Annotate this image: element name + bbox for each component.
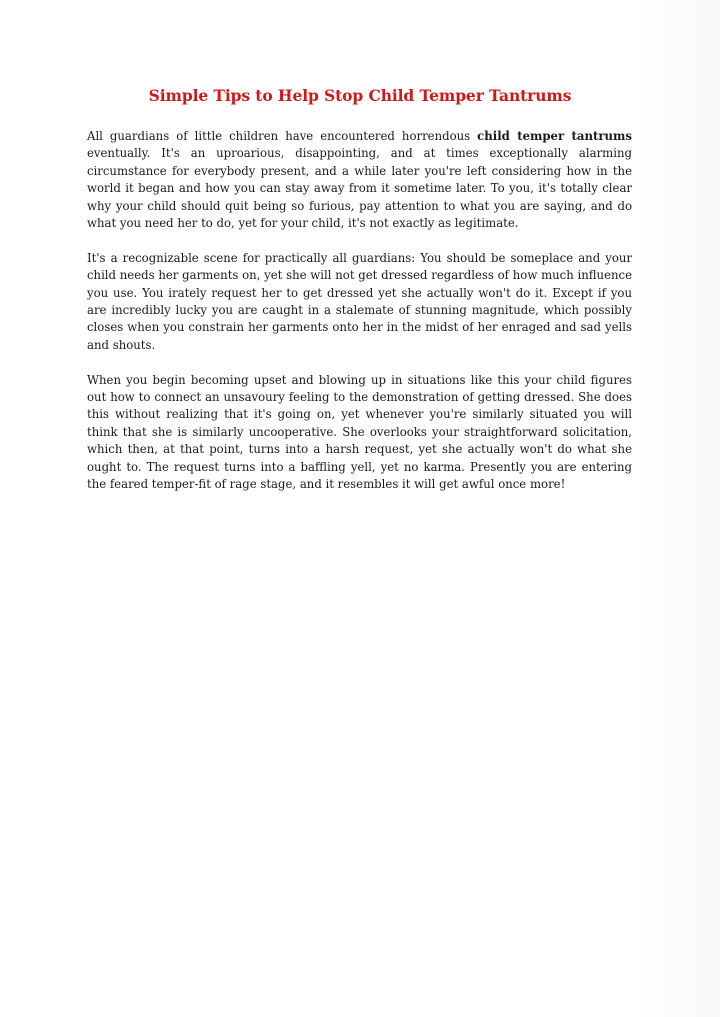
paragraph-1-text-before: All guardians of little children have encountered horrendous	[87, 129, 478, 143]
page-edge-shade	[640, 0, 720, 1017]
document-body	[87, 128, 632, 511]
document-title: Simple Tips to Help Stop Child Temper Tantrums	[148, 86, 572, 105]
keyword-link: child temper tantrums	[477, 129, 632, 143]
paragraph-1-text-after: eventually. It's an uproarious, disappointing, and at times exceptionally alarming circumstance for everybody present, and a while later you're left considering how in the world it began and how you can stay away from it sometime later. To you, it's totally clear why your child should quit being so furious, pay attention to what you are saying, and do what you need her to do, yet for your child, it's not exactly as legitimate.	[87, 146, 632, 231]
paragraph-2: It's a recognizable scene for practically all guardians: You should be someplace and your child needs her garments on, yet she will not get dressed regardless of how much influence you use. You irately request her to get dressed yet she actually won't do it. Except if you are incredibly lucky you are caught in a stalemate of stunning magnitude, which possibly closes when you constrain her garments onto her in the midst of her enraged and sad yells and shouts.	[87, 250, 632, 352]
paragraph-3: When you begin becoming upset and blowing up in situations like this your child figures out how to connect an unsavoury feeling to the demonstration of getting dressed. She does this without realizing that it's going on, yet whenever you're similarly situated you will think that she is similarly uncooperative. She overlooks your straightforward solicitation, which then, at that point, turns into a harsh request, yet she actually won't do what she ought to. The request turns into a baffling yell, yet no karma. Presently you are entering the feared temper-fit of rage stage, and it resembles it will get awful once more!	[87, 372, 632, 492]
paragraph-1	[87, 128, 632, 232]
